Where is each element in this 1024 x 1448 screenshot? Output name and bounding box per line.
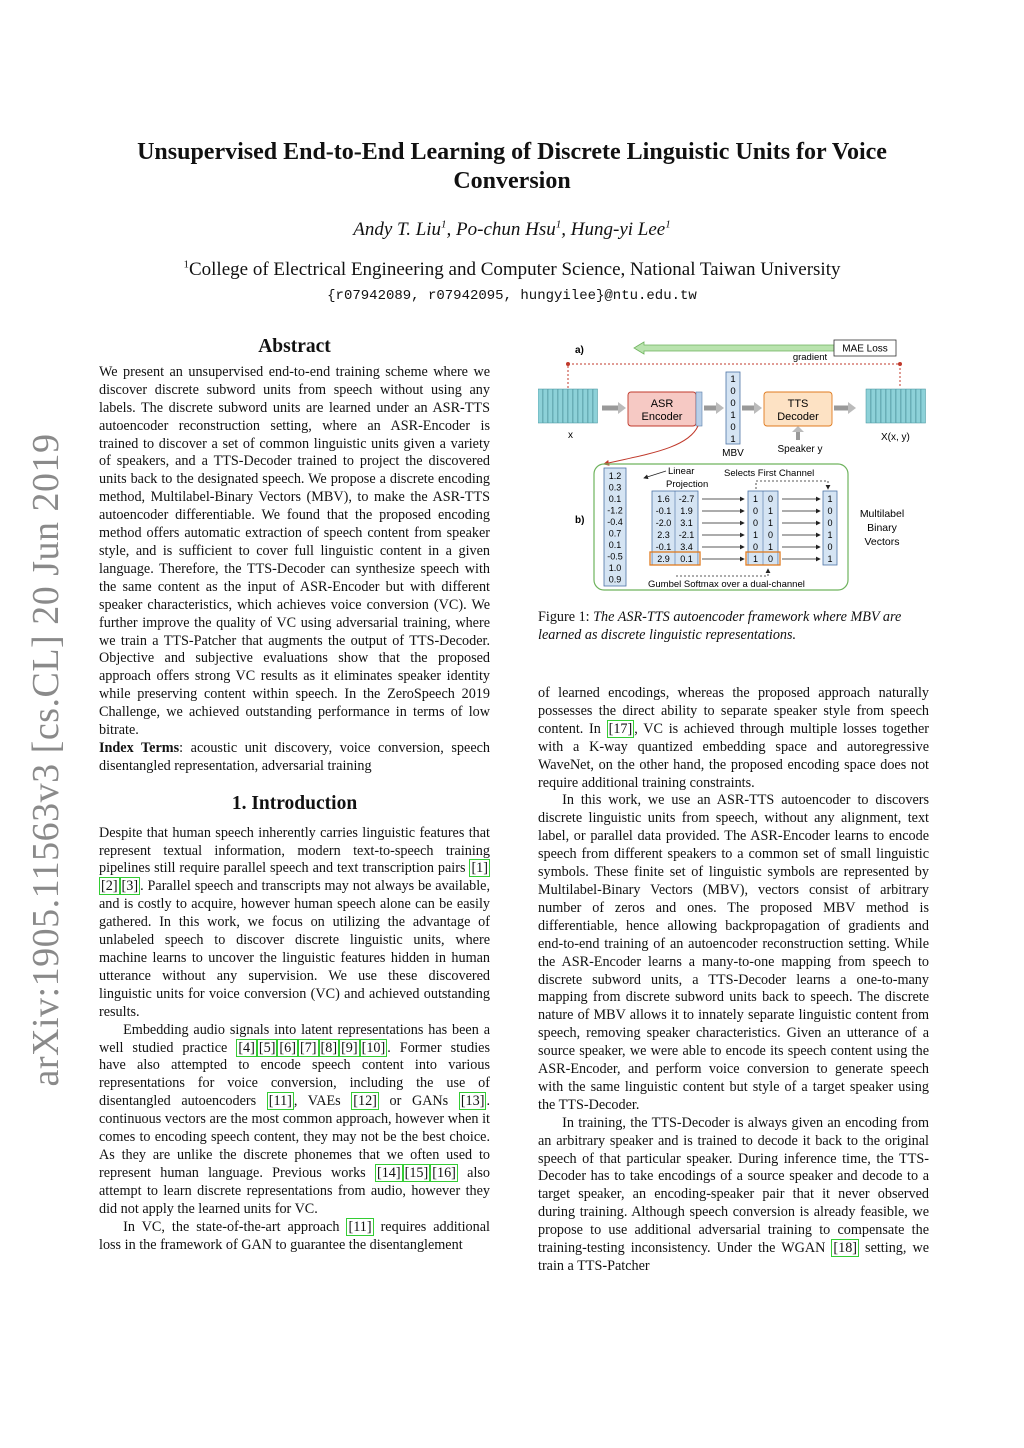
svg-text:-2.7: -2.7 <box>678 494 695 504</box>
left-column <box>99 338 490 1254</box>
abstract-heading: Abstract <box>258 336 331 357</box>
svg-text:1.2: 1.2 <box>608 471 622 481</box>
svg-text:3.1: 3.1 <box>680 518 693 528</box>
svg-text:Decoder: Decoder <box>777 411 819 423</box>
citation-link[interactable]: [7] <box>299 1039 317 1056</box>
citation-link[interactable]: [16] <box>432 1164 456 1181</box>
citation-link[interactable]: [15] <box>404 1164 429 1181</box>
svg-text:Binary: Binary <box>867 522 897 534</box>
svg-text:1: 1 <box>730 434 736 445</box>
svg-text:1: 1 <box>730 410 736 421</box>
svg-text:0: 0 <box>827 542 833 552</box>
svg-text:0.3: 0.3 <box>608 482 622 493</box>
citation-link[interactable]: [11] <box>268 1093 292 1110</box>
svg-text:0: 0 <box>730 386 736 397</box>
citation-link[interactable]: [2] <box>101 878 118 895</box>
input-x-label: x <box>568 430 573 441</box>
svg-text:0.1: 0.1 <box>608 540 622 550</box>
svg-text:1: 1 <box>752 530 759 540</box>
svg-text:1: 1 <box>752 554 759 564</box>
svg-text:-0.4: -0.4 <box>607 517 623 527</box>
author-name: Hung-yi Lee <box>570 219 666 240</box>
panel-a-label: a) <box>575 345 584 356</box>
figure-caption: Figure 1: The ASR-TTS autoencoder framework where MBV are learned as discrete linguistic representations. <box>538 609 902 643</box>
citation-link[interactable]: [11] <box>348 1218 372 1235</box>
svg-text:0.7: 0.7 <box>608 528 622 539</box>
intro-paragraph-2: Embedding audio signals into latent representations has been a well studied practice [4] [5] [6] [7] [8] [9] [10] . Former studies have also attempted to encode speech content into various representations for voice conversion, including the use of disentangled autoencoders [11] , VAEs [12] or GANs [13] . continuous vectors are the most common approach, however when it comes to encoding speech content, they may not be the best choice. As they are unlike the discrete phonemes that we often used to represent human language. Previous works [14] [15] [16] also attempt to learn discrete representations from audio, however they did not apply the learned units for VC. <box>99 1021 490 1217</box>
svg-text:-2.0: -2.0 <box>655 518 672 528</box>
input-spectrogram <box>538 389 598 423</box>
citation-link[interactable]: [10] <box>361 1039 386 1056</box>
svg-text:0: 0 <box>730 398 736 409</box>
svg-text:0: 0 <box>767 494 774 504</box>
paper-title: Unsupervised End-to-End Learning of Discrete Linguistic Units for Voice Conversion <box>137 139 887 194</box>
gradient-label: gradient <box>792 352 828 363</box>
panel-b-container <box>594 464 848 590</box>
svg-text:-0.1: -0.1 <box>655 542 672 552</box>
svg-text:0: 0 <box>752 542 759 552</box>
intro-paragraph-1: Despite that human speech inherently carries linguistic features that represent textual information, modern text-to-speech training pipelines still require parallel speech and text transcription pairs [1][2] [3] . Parallel speech and transcripts may not always be available, and is costly to acquire, however human speech alone can be easily gathered. In this work, we focus on utilizing the advantage of unlabeled speech to discover discrete linguistic units, where machine learns to uncover the linguistic features hidden in human utterance without any supervision. We use these discovered linguistic units for voice conversion (VC) and achieved outstanding results. <box>99 824 490 1020</box>
svg-text:1.0: 1.0 <box>608 563 622 573</box>
linear-projection-label: Linear <box>668 466 695 477</box>
arxiv-id: arXiv:1905.11563v3 [cs.CL] 20 Jun 2019 <box>25 433 67 1087</box>
svg-text:0: 0 <box>827 506 833 516</box>
intro-paragraph-3: In VC, the state-of-the-art approach [11] requires additional loss in the framework of GAN to guarantee the disentanglement <box>99 1218 490 1253</box>
citation-link[interactable]: [8] <box>320 1039 338 1056</box>
svg-text:Encoder: Encoder <box>641 411 683 423</box>
svg-text:ASR: ASR <box>650 398 674 410</box>
citation-link[interactable]: [1] <box>471 860 488 877</box>
introduction-heading: 1. Introduction <box>231 792 358 814</box>
right-column <box>538 685 929 1276</box>
svg-text:1: 1 <box>767 506 774 516</box>
mbv-label: MBV <box>722 448 744 459</box>
figure-1-diagram <box>538 336 932 598</box>
citation-link[interactable]: [6] <box>279 1039 296 1056</box>
svg-text:0: 0 <box>752 518 759 528</box>
citation-link[interactable]: [17] <box>608 720 633 737</box>
svg-text:0: 0 <box>752 506 759 516</box>
svg-text:1: 1 <box>752 494 759 504</box>
svg-text:-2.1: -2.1 <box>678 530 695 540</box>
svg-text:-0.5: -0.5 <box>607 551 623 562</box>
svg-text:0: 0 <box>827 518 833 528</box>
right-paragraph-1: of learned encodings, whereas the proposed approach naturally possesses the direct ability to separate speaker style from speech content. In [17] , VC is achieved through multiple losses together with a K-way quantized embedding space and autoregressive WaveNet, on the other hand, the proposed encoding space does not require additional training constraints. <box>538 685 930 791</box>
svg-text:1: 1 <box>767 542 774 552</box>
svg-text:0.9: 0.9 <box>608 574 622 585</box>
svg-text:0.1: 0.1 <box>608 494 622 504</box>
svg-text:0: 0 <box>767 554 774 564</box>
arxiv-sidebar-stamp <box>16 433 76 1087</box>
selects-first-channel-label: Selects First Channel <box>724 468 815 479</box>
author-emails: {r07942089, r07942095, hungyilee}@ntu.edu.tw <box>327 288 697 304</box>
svg-text:1: 1 <box>767 518 774 528</box>
svg-text:-1.2: -1.2 <box>607 505 623 516</box>
right-paragraph-3: In training, the TTS-Decoder is always given an encoding from an arbitrary speaker and is trained to decode it back to the original speech of that particular speaker. During inference time, the TTS-Decoder has to take encodings of a source speaker and decode to a target speaker, an encoding-speaker pair that it never observed during training. Although speech conversion is already feasible, we propose to use additional adversarial training to compensate the training-testing inconsistency. Under the WGAN [18] setting, we train a TTS-Patcher <box>538 1114 930 1274</box>
affiliation: $^1$College of Electrical Engineering and Computer Science, National Taiwan University <box>183 258 841 280</box>
svg-text:1.9: 1.9 <box>680 506 693 516</box>
author-name: Andy T. Liu <box>353 219 442 240</box>
svg-text:2.3: 2.3 <box>657 530 670 540</box>
abstract-text: We present an unsupervised end-to-end training scheme where we discover discrete subword units from speech without using any labels. The discrete subword units are learned under an ASR-TTS autoencoder reconstruction setting, where an ASR-Encoder is trained to discover a set of common linguistic units given a variety of speakers, and a TTS-Decoder trained to project the discovered units back to the designated speech. We propose a discrete encoding method, Multilabel-Binary Vectors (MBV), to make the ASR-TTS autoencoder differentiable. We found that the proposed encoding method offers automatic extraction of speech content from speaker style, and is sufficient to cover full linguistic content in a given language. Therefore, the TTS-Decoder can synthesize speech with the same content as the input of ASR-Encoder but with different speaker characteristics, which achieves voice conversion (VC). We further improve the quality of VC using adversarial training, where we train a TTS-Patcher that augments the output of TTS-Decoder. Objective and subjective evaluations show that the proposed approach offers strong VC results as it eliminates speaker identity while preserving content within speech. In the ZeroSpeech 2019 Challenge, we achieved outstanding performance in terms of low bitrate. <box>99 363 490 739</box>
output-label: X(x, y) <box>881 432 910 443</box>
svg-text:2.9: 2.9 <box>657 554 670 564</box>
citation-link[interactable]: [3] <box>121 878 139 895</box>
citation-link[interactable]: [14] <box>376 1164 401 1181</box>
citation-link[interactable]: [18] <box>833 1240 858 1257</box>
mae-loss-label: MAE Loss <box>842 343 888 355</box>
svg-text:1: 1 <box>827 554 833 564</box>
svg-text:0: 0 <box>767 530 774 540</box>
citation-link[interactable]: [4] <box>238 1039 255 1056</box>
svg-text:0.1: 0.1 <box>680 554 693 564</box>
gumbel-softmax-label: Gumbel Softmax over a dual-channel <box>648 579 805 590</box>
svg-text:-0.1: -0.1 <box>655 506 672 516</box>
citation-link[interactable]: [9] <box>341 1039 358 1056</box>
panel-b-label: b) <box>575 515 585 526</box>
svg-text:1: 1 <box>730 374 736 385</box>
author-name: Po-chun Hsu <box>456 219 556 240</box>
svg-text:1: 1 <box>827 530 833 540</box>
svg-text:1: 1 <box>827 494 833 504</box>
svg-text:0: 0 <box>730 422 736 433</box>
svg-text:Vectors: Vectors <box>864 536 900 548</box>
svg-text:Projection: Projection <box>666 479 709 490</box>
citation-link[interactable]: [12] <box>353 1093 377 1110</box>
index-terms: Index Terms: acoustic unit discovery, voice conversion, speech disentangled representation, adversarial training <box>99 739 491 774</box>
output-spectrogram <box>866 389 926 423</box>
svg-text:1.6: 1.6 <box>657 494 670 504</box>
speaker-y-label: Speaker y <box>777 444 823 455</box>
multilabel-label: Multilabel <box>859 508 905 520</box>
right-paragraph-2: In this work, we use an ASR-TTS autoencoder to discovers discrete linguistic units from speech, without any alignment, text label, or parallel data provided. The ASR-Encoder learns to encode speech from different speakers to a common set of small linguistic symbols. These finite set of linguistic symbols are represented by Multilabel-Binary Vectors (MBV), vectors consist of arbitrary number of zeros and ones. The proposed MBV method is differentiable, hence allowing backpropagation of gradients and end-to-end training of an autoencoder reconstruction setting. While the ASR-Encoder learns a many-to-one mapping from speech to discrete subword units, a TTS-Decoder learns a one-to-many mapping from discrete subword units back to speech. The discrete nature of MBV allows it to innately separate linguistic content from speech, removing speaker characteristics. Given an utterance of a source speaker, we were able to encode its speech content using the ASR-Encoder, and perform voice conversion to generate speech with the same linguistic content but style of a target speaker using the TTS-Decoder. <box>538 792 929 1113</box>
svg-text:3.4: 3.4 <box>680 542 693 552</box>
author-list: Andy T. Liu$^1$, Po-chun Hsu$^1$, Hung-yi Lee$^1$ <box>353 218 671 240</box>
svg-text:TTS: TTS <box>787 398 809 410</box>
citation-link[interactable]: [5] <box>258 1039 276 1056</box>
citation-link[interactable]: [13] <box>460 1093 485 1110</box>
